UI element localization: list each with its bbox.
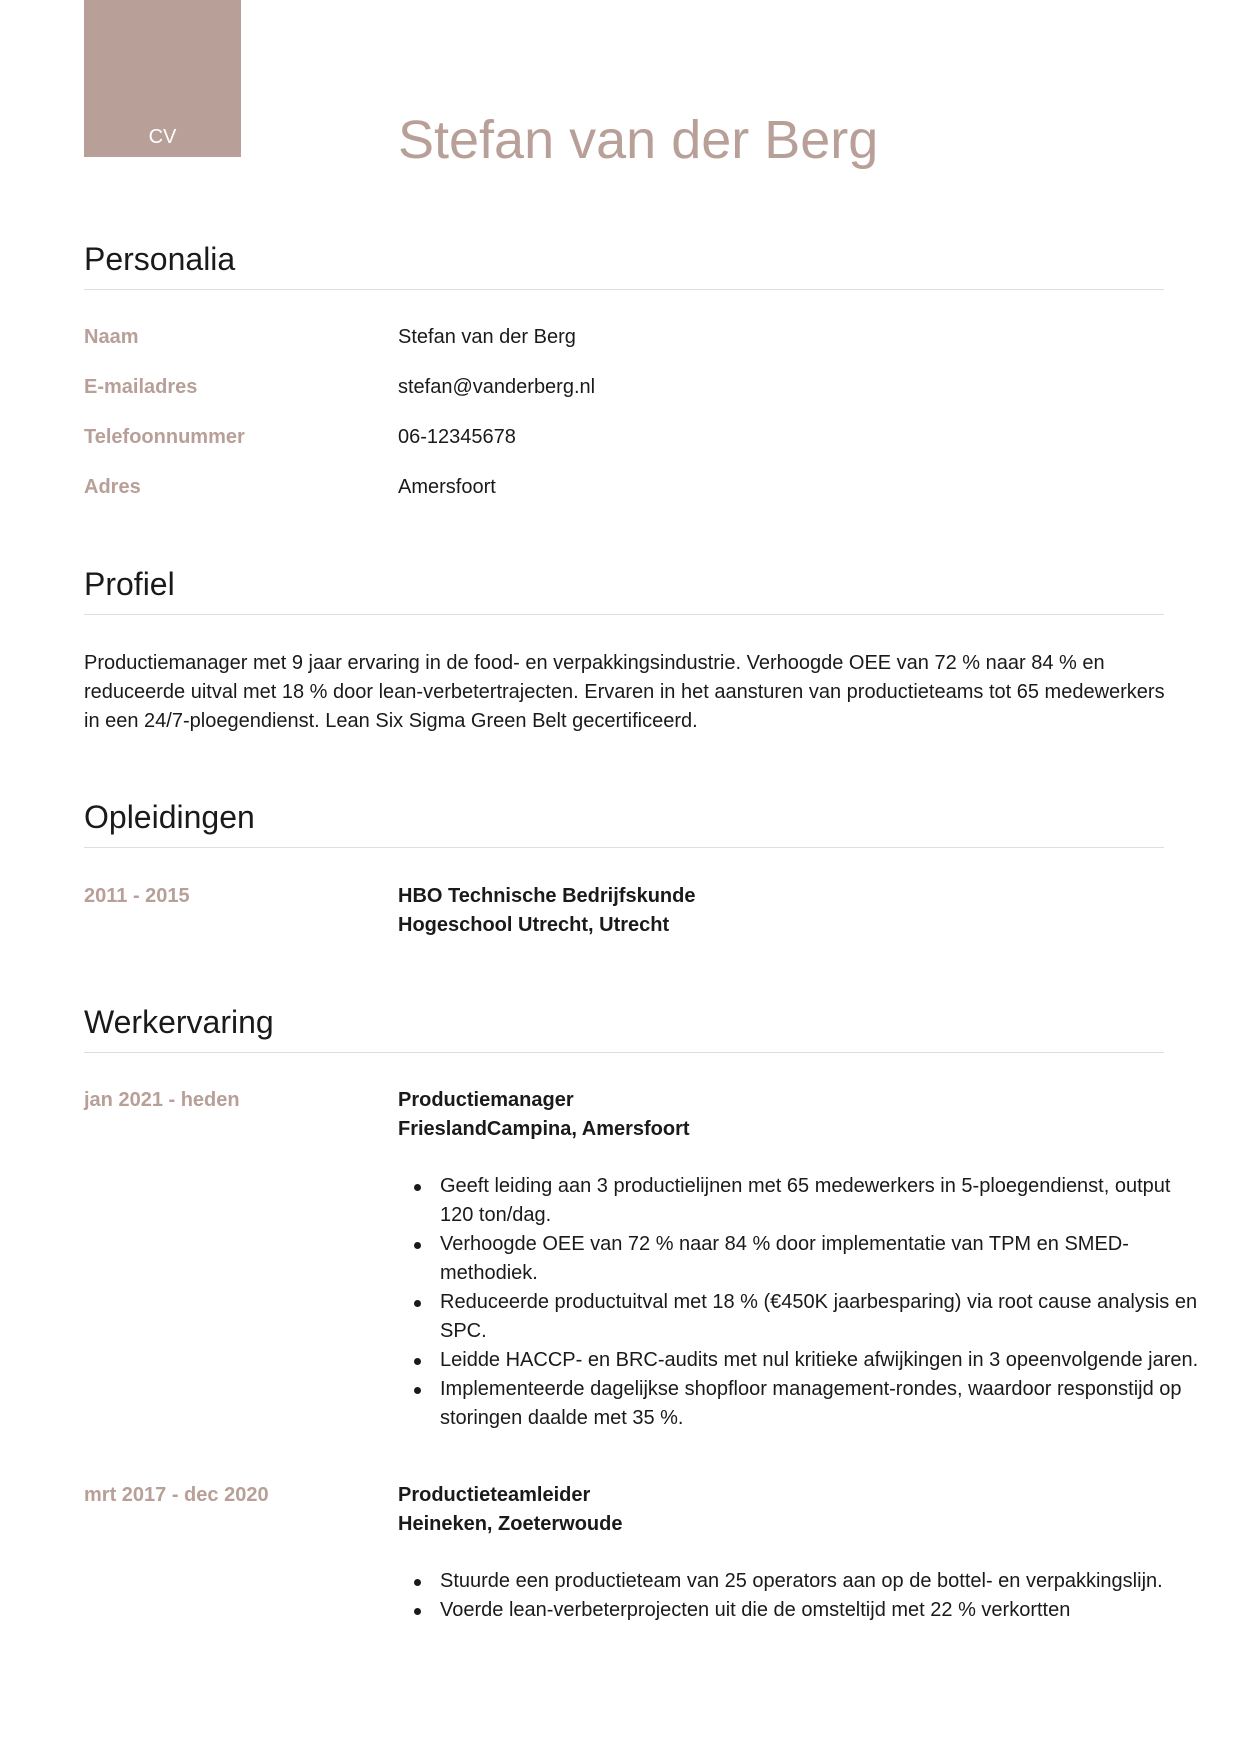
job-company: FrieslandCampina, Amersfoort [398,1118,690,1140]
list-item: Leidde HACCP- en BRC-audits met nul kritieke afwijkingen in 3 opeenvolgende jaren. [440,1346,1206,1375]
list-item: Stuurde een productieteam van 25 operators aan op de bottel- en verpakkingslijn. [440,1567,1206,1596]
section-heading-opleidingen: Opleidingen [84,799,255,835]
section-opleidingen [84,798,1164,848]
section-heading-personalia: Personalia [84,241,236,277]
personalia-label-naam: Naam [84,326,139,348]
section-werkervaring [84,1003,1164,1053]
personalia-value-telefoon: 06-12345678 [398,426,516,448]
cv-badge [84,0,241,157]
education-entry [398,882,695,940]
personalia-label-adres: Adres [84,476,141,498]
education-title: HBO Technische Bedrijfskunde [398,885,696,907]
profile-summary: Productiemanager met 9 jaar ervaring in de food- en verpakkingsindustrie. Verhoogde OEE van 72 % naar 84 % en reduceerde uitval met 18 % door lean-verbetertrajecten. Ervaren in het aansturen van productieteams tot 65 medewerkers in een 24/7-ploegendienst. Lean Six Sigma Green Belt gecertificeerd. [84,652,1165,732]
education-institution: Hogeschool Utrecht, Utrecht [398,914,670,936]
personalia-value-adres: Amersfoort [398,476,496,498]
list-item: Verhoogde OEE van 72 % naar 84 % door implementatie van TPM en SMED-methodiek. [440,1230,1206,1288]
job-entry [398,1086,690,1144]
candidate-name: Stefan van der Berg [398,110,879,170]
personalia-value-email: stefan@vanderberg.nl [398,376,596,398]
job-bullets [398,1567,1206,1625]
personalia-label-email: E-mailadres [84,376,198,398]
personalia-label-telefoon: Telefoonnummer [84,426,245,448]
job-title: Productiemanager [398,1089,574,1111]
section-personalia [84,240,1164,290]
list-item: Implementeerde dagelijkse shopfloor management-rondes, waardoor responstijd op storingen daalde met 35 %. [440,1375,1206,1433]
education-period: 2011 - 2015 [84,885,190,907]
job-title: Productieteamleider [398,1484,591,1506]
section-heading-werkervaring: Werkervaring [84,1004,274,1040]
list-item: Reduceerde productuitval met 18 % (€450K jaarbesparing) via root cause analysis en SPC. [440,1288,1206,1346]
job-entry [398,1481,623,1539]
job-bullets [398,1172,1206,1433]
list-item: Voerde lean-verbeterprojecten uit die de omsteltijd met 22 % verkortten [440,1596,1206,1625]
job-period: jan 2021 - heden [84,1089,240,1111]
section-profiel [84,565,1164,615]
job-company: Heineken, Zoeterwoude [398,1513,623,1535]
section-heading-profiel: Profiel [84,566,175,602]
personalia-value-naam: Stefan van der Berg [398,326,576,348]
job-period: mrt 2017 - dec 2020 [84,1484,269,1506]
cv-badge-label: CV [148,126,177,148]
list-item: Geeft leiding aan 3 productielijnen met 65 medewerkers in 5-ploegendienst, output 120 ton/dag. [440,1172,1206,1230]
